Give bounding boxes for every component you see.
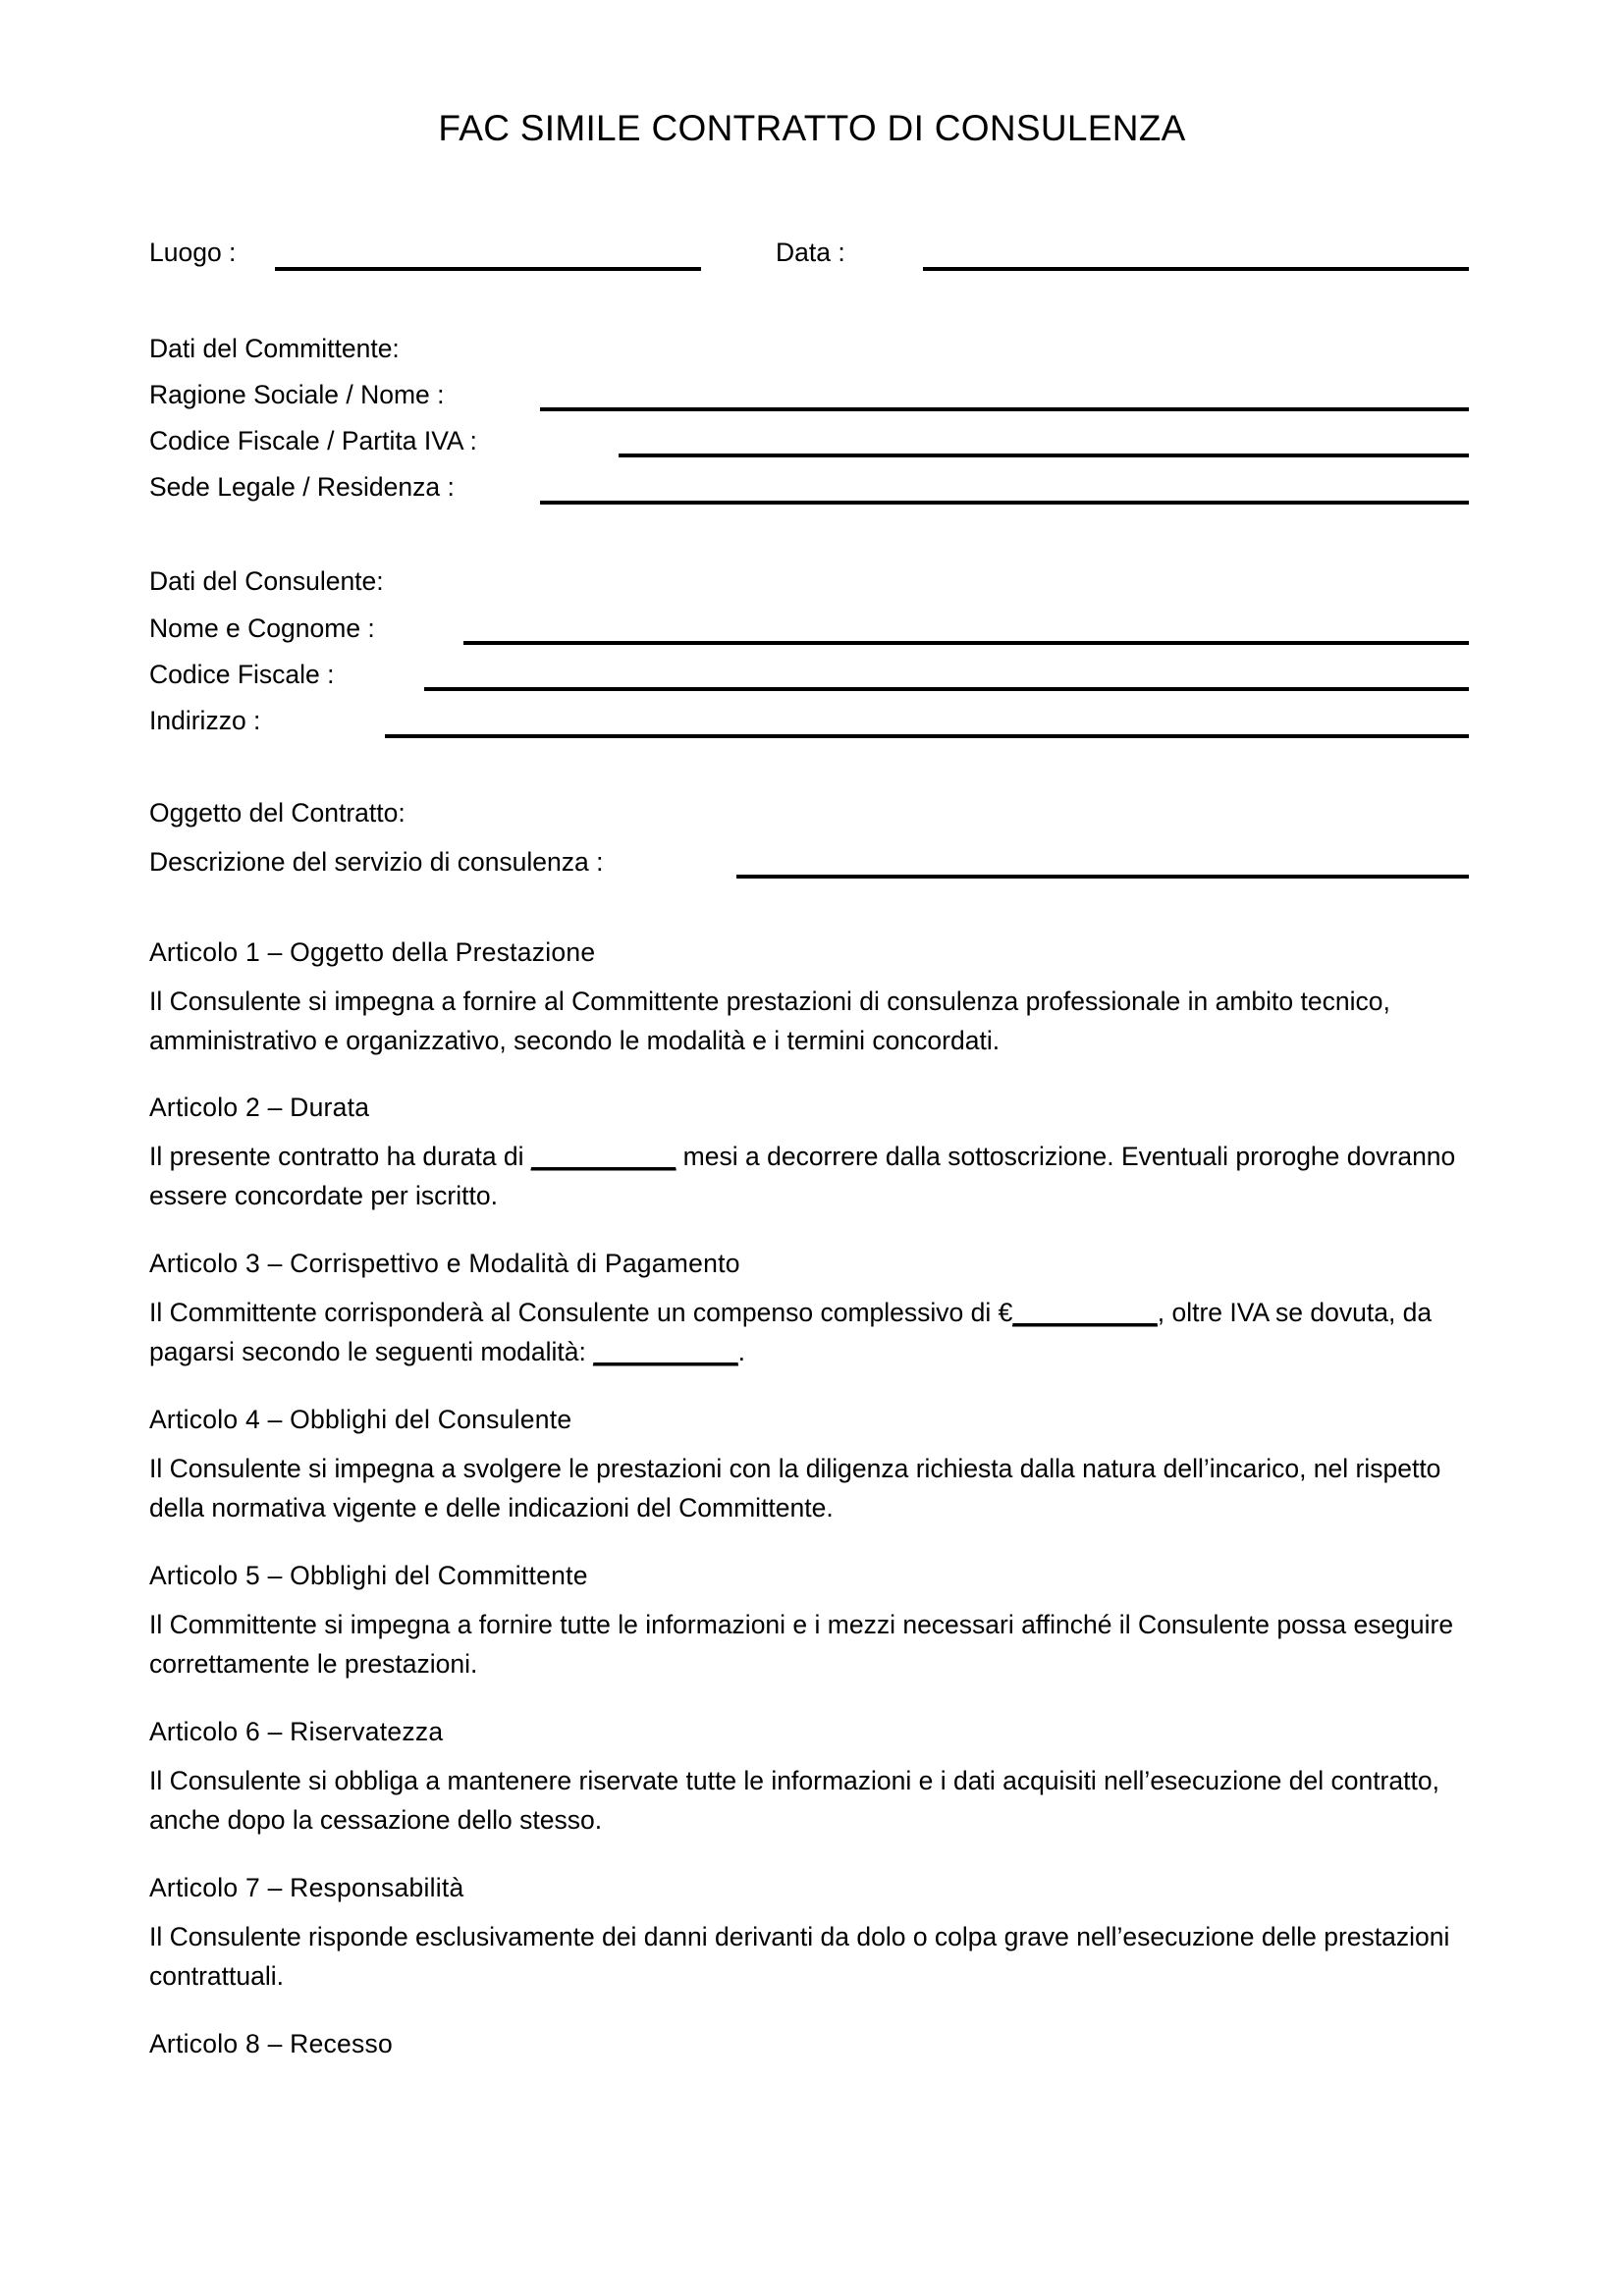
article-2-blank-durata[interactable]: __________ xyxy=(530,1142,677,1171)
article-3-blank-modalita[interactable]: __________ xyxy=(593,1337,738,1367)
luogo-input-rule[interactable] xyxy=(275,267,701,271)
article-3-body-part3: . xyxy=(737,1337,746,1367)
consulente-codice-fiscale-rule[interactable] xyxy=(424,687,1469,691)
committente-field-label-sede-legale: Sede Legale / Residenza : xyxy=(149,472,455,502)
consulente-nome-cognome-rule[interactable] xyxy=(463,641,1469,645)
article-7-body: Il Consulente risponde esclusivamente dei danni derivanti da dolo o colpa grave nell’esecuzione delle prestazioni contrattuali. xyxy=(149,1922,1450,1992)
article-1-heading: Articolo 1 – Oggetto della Prestazione xyxy=(149,937,596,967)
article-2-body-part2: mesi a decorrere dalla sottoscrizione. Eventuali proroghe dovranno essere concordate per iscritto. xyxy=(149,1142,1456,1211)
article-5-body: Il Committente si impegna a fornire tutte le informazioni e i mezzi necessari affinché il Consulente possa eseguire correttamente le prestazioni. xyxy=(149,1610,1454,1680)
consulente-indirizzo-rule[interactable] xyxy=(385,734,1469,738)
committente-field-label-ragione-sociale: Ragione Sociale / Nome : xyxy=(149,380,445,409)
data-input-rule[interactable] xyxy=(923,267,1469,271)
article-3-body-part1: Il Committente corrisponderà al Consulente un compenso complessivo di € xyxy=(149,1298,1013,1327)
article-3-body-part2: , oltre IVA se dovuta, da pagarsi secondo le seguenti modalità: xyxy=(149,1298,1433,1367)
oggetto-descrizione-rule[interactable] xyxy=(736,875,1469,879)
committente-codice-fiscale-rule[interactable] xyxy=(619,454,1469,457)
article-3-body xyxy=(149,1293,1470,1372)
article-3-heading: Articolo 3 – Corrispettivo e Modalità di Pagamento xyxy=(149,1249,740,1278)
committente-section-label: Dati del Committente: xyxy=(149,334,400,363)
consulente-field-label-nome-cognome: Nome e Cognome : xyxy=(149,614,375,643)
committente-field-label-codice-fiscale: Codice Fiscale / Partita IVA : xyxy=(149,426,477,455)
page-title: FAC SIMILE CONTRATTO DI CONSULENZA xyxy=(438,108,1186,148)
luogo-label: Luogo : xyxy=(149,238,237,267)
article-4-body: Il Consulente si impegna a svolgere le prestazioni con la diligenza richiesta dalla natura dell’incarico, nel rispetto della normativa vigente e delle indicazioni del Committente. xyxy=(149,1454,1441,1523)
committente-sede-legale-rule[interactable] xyxy=(540,501,1469,505)
article-6-body: Il Consulente si obbliga a mantenere riservate tutte le informazioni e i dati acquisiti nell’esecuzione del contratto, anche dopo la cessazione dello stesso. xyxy=(149,1766,1439,1836)
article-7-heading: Articolo 7 – Responsabilità xyxy=(149,1873,464,1902)
article-8-heading: Articolo 8 – Recesso xyxy=(149,2029,394,2058)
article-1-body: Il Consulente si impegna a fornire al Committente prestazioni di consulenza professionale in ambito tecnico, amministrativo e organizzativo, secondo le modalità e i termini concordati. xyxy=(149,987,1390,1056)
consulente-field-label-indirizzo: Indirizzo : xyxy=(149,706,261,735)
article-2-body xyxy=(149,1137,1470,1216)
consulente-section-label: Dati del Consulente: xyxy=(149,566,384,596)
data-label: Data : xyxy=(776,238,845,267)
article-2-heading: Articolo 2 – Durata xyxy=(149,1093,370,1122)
oggetto-section-label: Oggetto del Contratto: xyxy=(149,798,406,828)
committente-ragione-sociale-rule[interactable] xyxy=(540,407,1469,411)
oggetto-field-label-descrizione: Descrizione del servizio di consulenza : xyxy=(149,847,604,877)
article-2-body-part1: Il presente contratto ha durata di xyxy=(149,1142,531,1171)
article-6-heading: Articolo 6 – Riservatezza xyxy=(149,1717,444,1746)
article-3-blank-compenso[interactable]: __________ xyxy=(1012,1298,1158,1327)
article-5-heading: Articolo 5 – Obblighi del Committente xyxy=(149,1561,588,1590)
consulente-field-label-codice-fiscale: Codice Fiscale : xyxy=(149,660,335,689)
article-4-heading: Articolo 4 – Obblighi del Consulente xyxy=(149,1405,572,1434)
